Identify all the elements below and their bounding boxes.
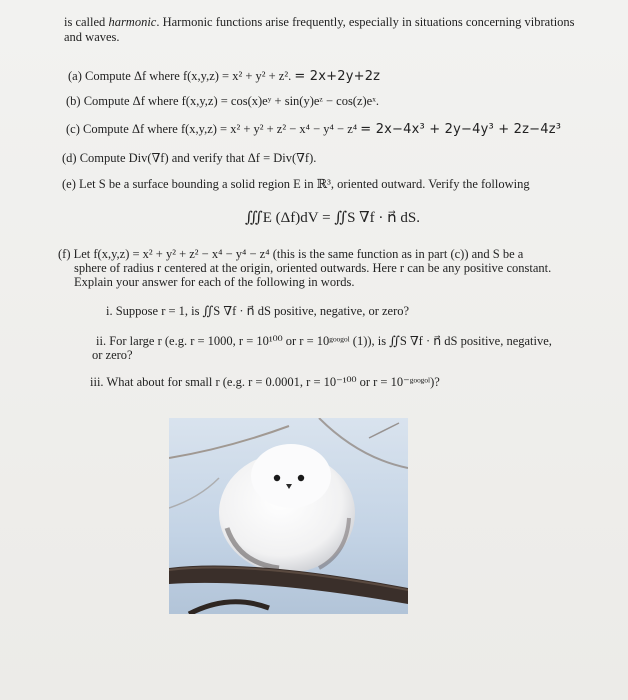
intro-prefix: is called [64, 15, 109, 29]
part-c [66, 122, 561, 137]
bird-photo-image [169, 418, 408, 614]
intro-term: harmonic [108, 15, 157, 29]
part-b: (b) Compute Δf where f(x,y,z) = cos(x)eʸ + sin(y)eᶻ − cos(z)eˣ. [66, 94, 379, 108]
part-f-ii-line-1: ii. For large r (e.g. r = 1000, r = 10¹⁰⁰ or r = 10ᵍᵒᵒᵍᵒˡ (1)), is ∬S ∇f · n⃗ dS positive, negative, [96, 334, 552, 348]
part-f-ii-line-2: or zero? [92, 348, 133, 362]
intro-rest: . Harmonic functions arise frequently, especially in situations concerning vibrations [156, 15, 575, 29]
part-a [68, 69, 380, 84]
part-f-line-3: Explain your answer for each of the following in words. [74, 275, 355, 289]
intro-line-1 [64, 15, 575, 30]
integral-equals: = [322, 210, 331, 226]
part-d: (d) Compute Div(∇f) and verify that Δf = Div(∇f). [62, 151, 317, 165]
intro-line-2: and waves. [64, 30, 120, 44]
integral-right: ∬S ∇f · n⃗ dS. [334, 210, 420, 226]
part-c-label: (c) Compute Δf where f(x,y,z) = x² + y² + z² − x⁴ − y⁴ − z⁴ [66, 122, 358, 136]
integral-identity [245, 208, 420, 227]
integral-left: ∭E (Δf)dV [245, 210, 319, 226]
part-e: (e) Let S be a surface bounding a solid region E in ℝ³, oriented outward. Verify the following [62, 177, 530, 191]
part-f-i: i. Suppose r = 1, is ∬S ∇f · n⃗ dS positive, negative, or zero? [106, 304, 410, 318]
part-a-label: (a) Compute Δf where f(x,y,z) = x² + y² + z². [68, 69, 292, 83]
part-a-handwritten-answer: = 2x+2y+2z [294, 69, 381, 84]
part-f-iii: iii. What about for small r (e.g. r = 0.0001, r = 10⁻¹⁰⁰ or r = 10⁻ᵍᵒᵒᵍᵒˡ)? [90, 375, 440, 389]
part-c-handwritten-answer: = 2x−4x³ + 2y−4y³ + 2z−4z³ [360, 122, 562, 137]
part-f-line-2: sphere of radius r centered at the origin, oriented outwards. Here r can be any positive constant. [74, 261, 552, 275]
bird-photo [169, 418, 408, 614]
part-f-line-1: (f) Let f(x,y,z) = x² + y² + z² − x⁴ − y⁴ − z⁴ (this is the same function as in part (c)) and S be a [58, 247, 524, 261]
